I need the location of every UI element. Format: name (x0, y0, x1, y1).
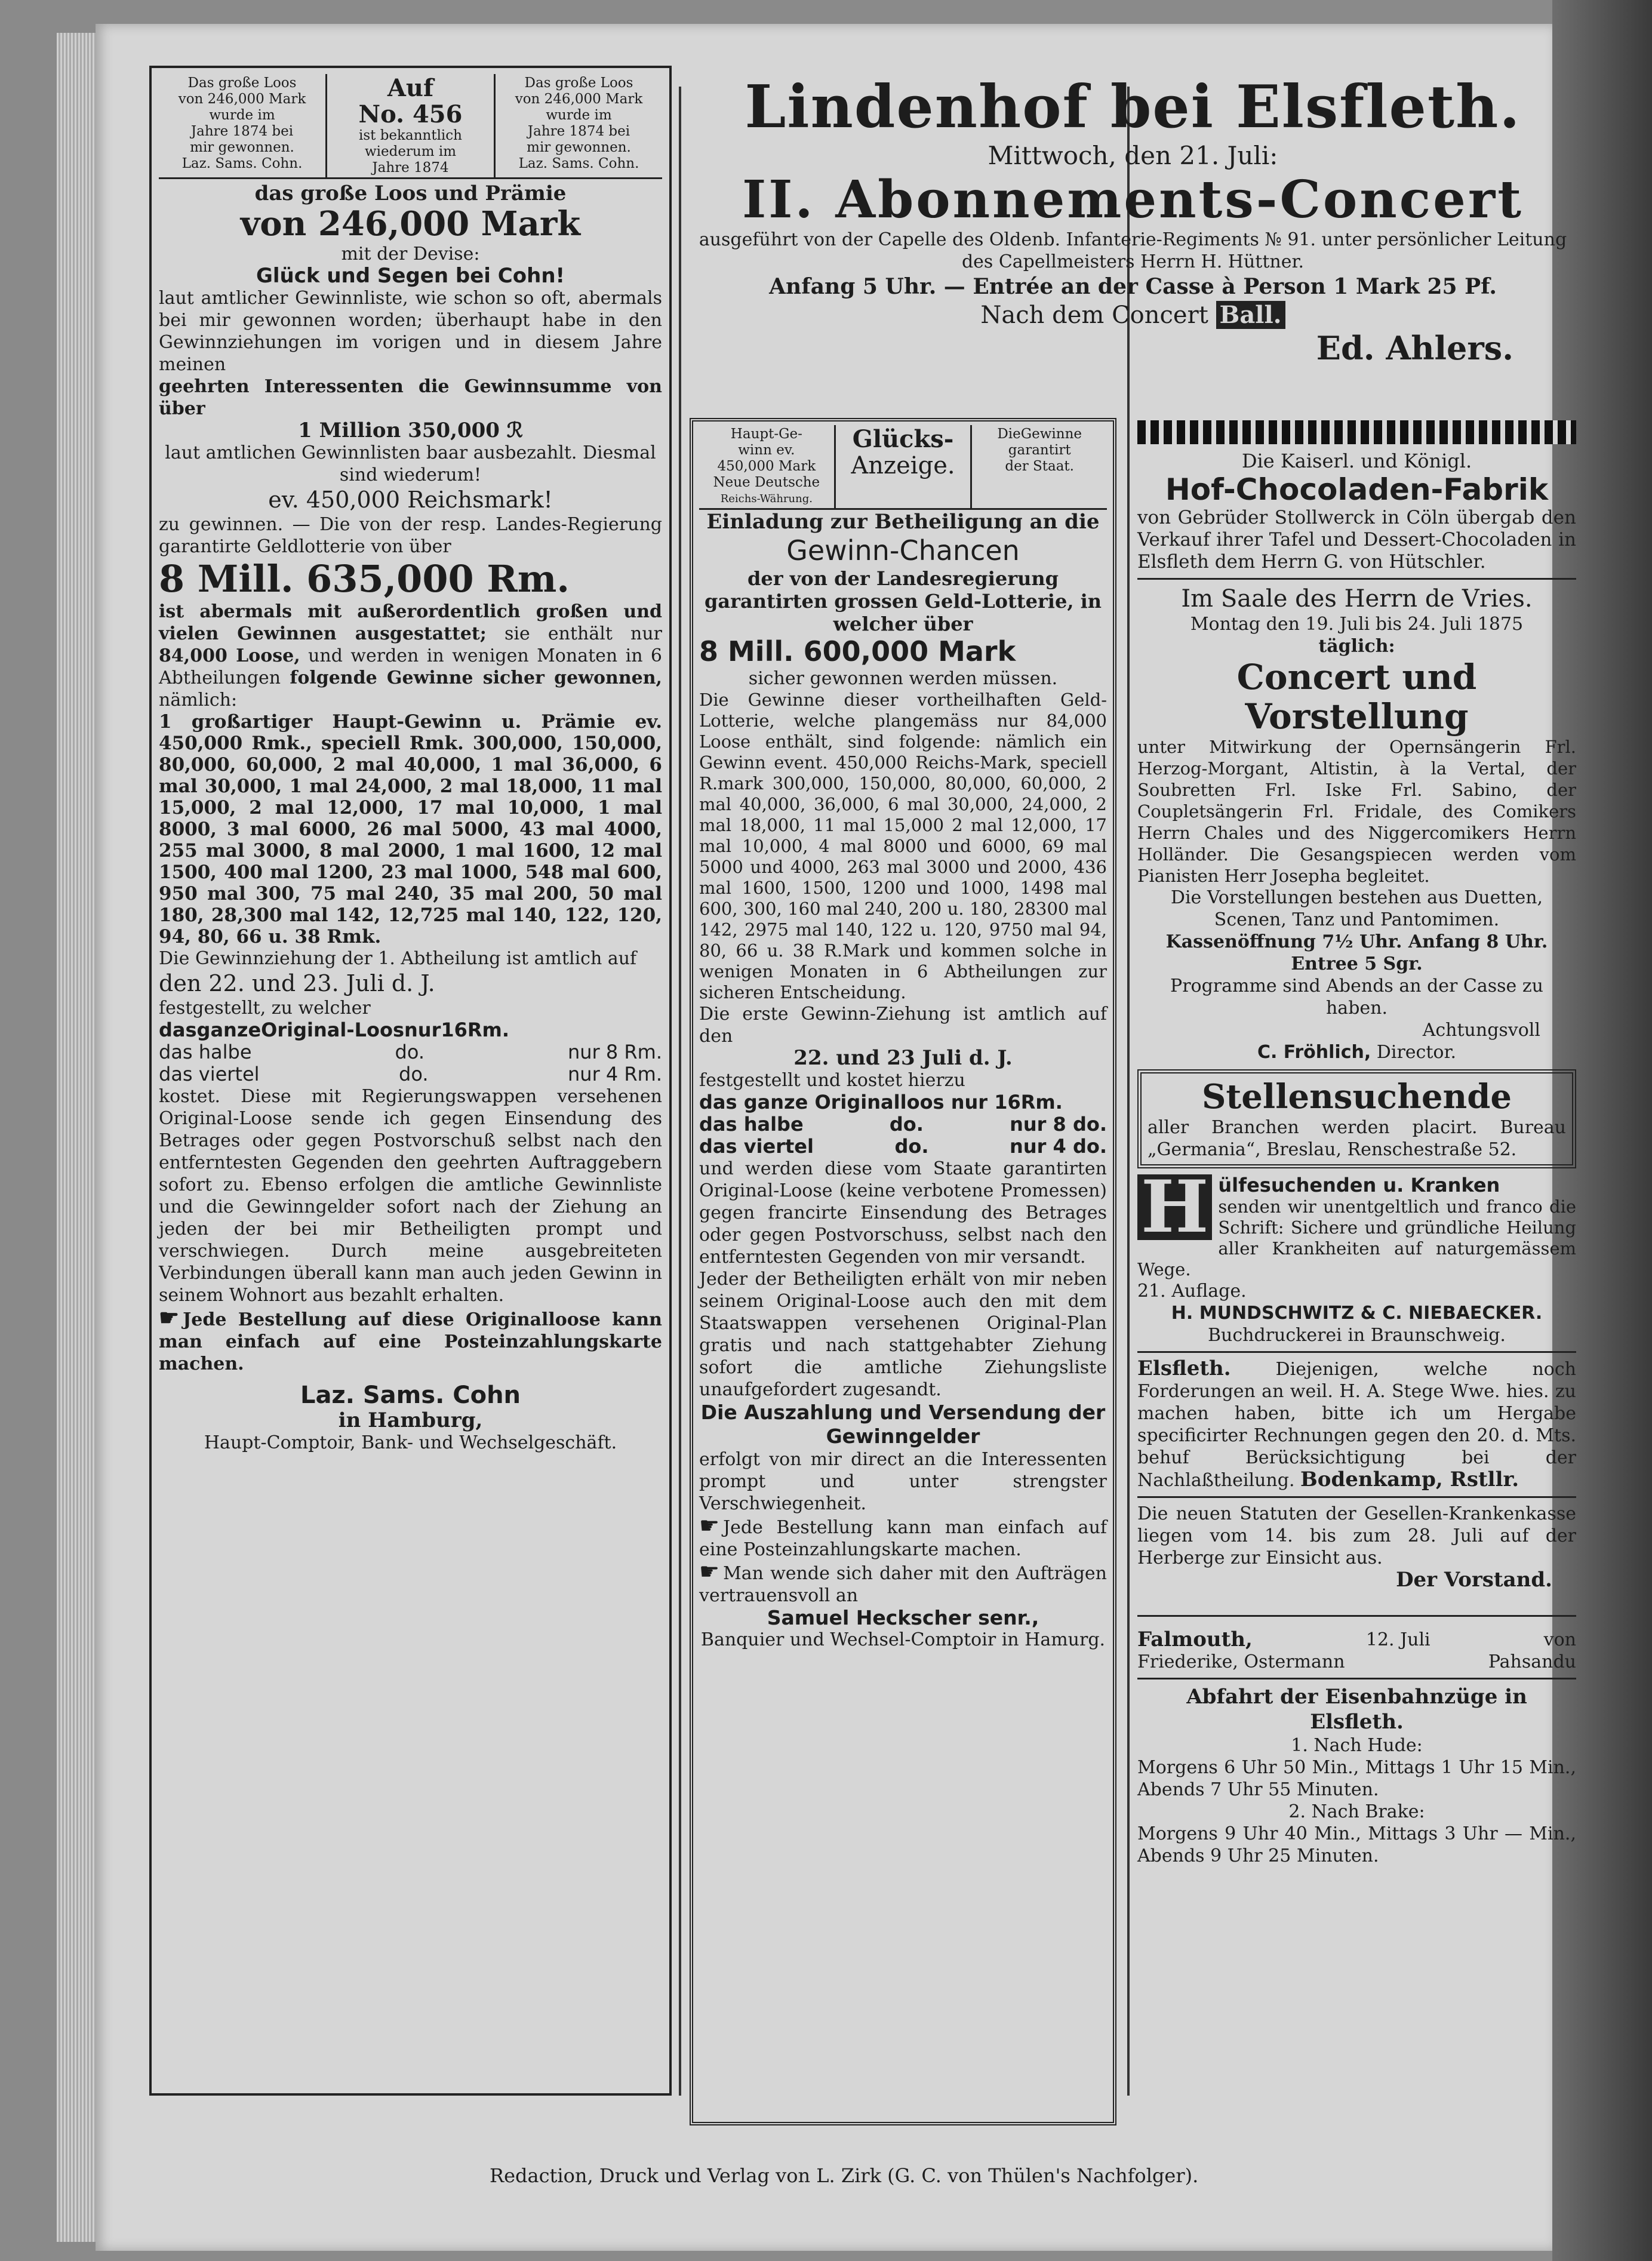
text-span: Director. (1376, 1042, 1457, 1063)
text-span: nämlich: (159, 690, 238, 710)
headline: der von der Landesregierung garantirten grossen Geld-Lotterie, in welcher über (704, 567, 1102, 635)
divider (1137, 1351, 1576, 1353)
draw-date: den 22. und 23. Juli d. J. (159, 970, 435, 996)
text-line: von 246,000 Mark (515, 91, 643, 107)
paragraph: Die Vorstellungen bestehen aus Duetten, Scenen, Tanz und Pantomimen. (1170, 887, 1543, 930)
text-line: mir gewonnen. (527, 140, 631, 155)
paragraph: Man wende sich daher mit den Aufträgen vertrauensvoll an (699, 1563, 1107, 1606)
text-span: 12. Juli (1365, 1629, 1430, 1650)
page-footer-imprint: Redaction, Druck und Verlag von L. Zirk (G. C. von Thülen's Nachfolger). (490, 2164, 1199, 2187)
text-line: sicher gewonnen werden müssen. (748, 668, 1058, 689)
ornamental-bar (1137, 420, 1576, 444)
price-ditto: do. (395, 1041, 425, 1063)
headline: Stellensuchende (1201, 1077, 1512, 1116)
text-span: Friederike, Ostermann (1137, 1651, 1345, 1672)
text-line: Programme sind Abends an der Casse zu haben. (1170, 976, 1543, 1019)
text-line: DieGewinne (997, 426, 1082, 442)
pointing-hand-icon: ☛ (159, 1304, 180, 1331)
paragraph: senden wir unentgeltlich und franco die Schrift: Sichere und gründliche Heilung aller Krankheiten auf naturgemässem Wege. (1137, 1196, 1576, 1279)
signature-ahlers: Ed. Ahlers. (1316, 329, 1513, 367)
text-line: Kassenöffnung 7½ Uhr. Anfang 8 Uhr. (1165, 931, 1548, 952)
paragraph: Die erste Gewinn-Ziehung ist amtlich auf den (699, 1004, 1107, 1047)
text-line: garantirt (1008, 442, 1071, 458)
concert-title: II. Abonnements-Concert (742, 170, 1524, 230)
advertiser-name: H. MUNDSCHWITZ & C. NIEBAECKER. (1171, 1303, 1543, 1324)
headline: Die Auszahlung und Versendung der Gewinngelder (700, 1401, 1106, 1448)
paragraph: festgestellt, zu welcher (159, 998, 371, 1019)
text-line: winn ev. (738, 442, 795, 458)
highlight-amount: ev. 450,000 Reichsmark! (268, 487, 553, 513)
text-span: sie enthält nur (504, 623, 662, 644)
paragraph: Jede Bestellung auf diese Originalloose kann man einfach auf eine Posteinzahlungskarte machen. (159, 1309, 662, 1374)
text-span: C. Fröhlich, (1257, 1042, 1371, 1063)
text-span: Pahsandu (1488, 1651, 1576, 1672)
paragraph: laut amtlichen Gewinnlisten baar ausbezahlt. Diesmal sind wiederum! (165, 442, 656, 485)
heckscher-header-boxes (699, 425, 1107, 510)
text-line: Neue Deutsche (713, 475, 820, 490)
text-line: täglich: (1318, 636, 1395, 657)
cohn-lottery-ad (149, 66, 672, 2096)
price-label: das halbe (699, 1113, 804, 1136)
price-value: nur 8 do. (1010, 1113, 1107, 1136)
price-label: das viertel (699, 1135, 814, 1158)
text-span: folgende Gewinne sicher gewonnen, (290, 667, 663, 688)
company-name: Hof-Chocoladen-Fabrik (1165, 472, 1549, 507)
text-line: ist bekanntlich (359, 128, 462, 143)
concert-date: Mittwoch, den 21. Juli: (987, 141, 1278, 170)
heckscher-box-mid (836, 425, 973, 508)
ball-label: Ball. (1216, 301, 1285, 329)
paragraph: geehrten Interessenten die Gewinnsumme von über (159, 376, 662, 419)
advertiser-name: Laz. Sams. Cohn (300, 1382, 521, 1409)
paragraph: unter Mitwirkung der Opernsängerin Frl. Herzog-Morgant, Altistin, à la Vertal, der Soubretten Frl. Iske Frl. Sabino, der Coupletsängerin Frl. Fridale, des Comikers Herrn Chales und des Niggercomikers Herrn Holländer. Die Gesangspiecen werden vom Pianisten Herr Josepha begleitet. (1137, 737, 1576, 886)
headline-amount: 8 Mill. 635,000 Rm. (159, 557, 570, 601)
price-line: das ganze Originalloos nur 16Rm. (699, 1091, 1063, 1113)
heckscher-box-right (972, 425, 1107, 508)
paragraph: Morgens 6 Uhr 50 Min., Mittags 1 Uhr 15 Min., Abends 7 Uhr 55 Minuten. (1137, 1757, 1576, 1800)
text-line: 1. Nach Hude: (1291, 1735, 1423, 1756)
text-line: Buchdruckerei in Braunschweig. (1208, 1325, 1506, 1346)
paragraph: erfolgt von mir direct an die Interessenten prompt und unter strengster Verschwiegenheit. (699, 1449, 1107, 1514)
advertiser-business: Banquier und Wechsel-Comptoir in Hamurg. (700, 1629, 1106, 1650)
price-value: nur 8 Rm. (567, 1041, 662, 1063)
text-line: Reichs-Währung. (720, 493, 813, 505)
paragraph: Die Gewinnziehung der 1. Abtheilung ist amtlich auf (159, 948, 637, 969)
motto: Glück und Segen bei Cohn! (256, 264, 565, 288)
book-page-edges (57, 33, 99, 2242)
mundschwitz-ad (1137, 1165, 1576, 1346)
paragraph: Jede Bestellung kann man einfach auf eine Posteinzahlungskarte machen. (699, 1517, 1107, 1560)
headline: Einladung zur Betheiligung an die (706, 510, 1100, 534)
text-line: Anzeige. (851, 452, 955, 479)
divider (1137, 1678, 1576, 1679)
paragraph: und werden diese vom Staate garantirten Original-Loose (keine verbotene Promessen) gegen francirte Einsendung des Betrages oder gegen Postvorschuss, selbst nach den entferntesten Gegenden von mir versandt. (699, 1158, 1107, 1268)
cohn-box-mid (327, 74, 496, 177)
text-line: Haupt-Ge- (730, 426, 802, 442)
paragraph: zu gewinnen. — Die von der resp. Landes-Regierung garantirte Geldlotterie von über (159, 514, 662, 557)
cohn-header-boxes (159, 74, 662, 179)
text-line: Glücks- (852, 425, 954, 453)
text-span: Elsfleth. (1137, 1356, 1231, 1380)
text-span: 84,000 Loose, (159, 645, 300, 666)
right-column-ads (1137, 418, 1576, 1867)
paragraph: Die neuen Statuten der Gesellen-Krankenkasse liegen vom 14. bis zum 28. Juli auf der Herberge zur Einsicht aus. (1137, 1503, 1576, 1568)
text-line: 450,000 Mark (717, 459, 816, 474)
draw-date: 22. und 23 Juli d. J. (793, 1046, 1013, 1070)
paragraph: kostet. Diese mit Regierungswappen versehenen Original-Loose sende ich gegen Einsendung des Betrages oder gegen Postvorschuß selbst nach den entferntesten Gegenden den geehrten Auftraggebern sofort zu. Ebenso erfolgen die amtliche Gewinnliste und die Gewinngelder sofort nach der Ziehung an jeden der bei mir Betheiligten prompt und verschwiegen. Durch meine ausgebreiteten Verbindungen überall kann man auch jeden Gewinn in seinem Wohnort aus bezahlt erhalten. (159, 1086, 662, 1306)
paragraph: ausgeführt von der Capelle des Oldenb. Infanterie-Regiments № 91. unter persönlicher Leitung des Capellmeisters Herrn H. Hüttner. (699, 229, 1567, 272)
text-line: Laz. Sams. Cohn. (518, 156, 639, 171)
heckscher-lottery-ad (690, 418, 1116, 2125)
headline: Gewinn-Chancen (786, 534, 1020, 567)
paragraph: aller Branchen werden placirt. Bureau „Germania“, Breslau, Renschestraße 52. (1148, 1117, 1566, 1160)
highlight-amount: 1 Million 350,000 ℛ (298, 419, 523, 442)
cohn-box-left (159, 74, 327, 177)
paragraph: laut amtlicher Gewinnliste, wie schon so oft, abermals bei mir gewonnen worden; überhaupt habe in den Gewinnziehungen im vorigen und in diesem Jahre meinen (159, 288, 662, 375)
text-line: Achtungsvoll (1422, 1020, 1540, 1041)
cohn-box-right (496, 74, 662, 177)
text-line: wiederum im (364, 144, 457, 159)
column-rule-2 (1127, 87, 1130, 2096)
text-span: Nach dem Concert (980, 302, 1208, 329)
price-value: nur 4 Rm. (568, 1063, 662, 1085)
headline: Im Saale des Herrn de Vries. (1181, 585, 1533, 613)
paragraph: von Gebrüder Stollwerck in Cöln übergab den Verkauf ihrer Tafel und Dessert-Chocoladen in Elsfleth dem Herrn G. von Hütschler. (1137, 507, 1576, 573)
price-line: dasganzeOriginal-Loosnur16Rm. (159, 1019, 510, 1041)
price-label: das halbe (159, 1041, 252, 1063)
headline: Concert und Vorstellung (1236, 657, 1477, 737)
divider (1137, 1615, 1576, 1617)
text-line: 2. Nach Brake: (1288, 1801, 1425, 1822)
price-value: nur 4 do. (1010, 1135, 1107, 1158)
text-line: Laz. Sams. Cohn. (181, 156, 303, 171)
text-line: Die Kaiserl. und Königl. (1241, 450, 1472, 472)
text-line: mir gewonnen. (190, 140, 294, 155)
prize-list: 1 großartiger Haupt-Gewinn u. Prämie ev. 450,000 Rmk., speciell Rmk. 300,000, 150,000, 80,000, 60,000, 2 mal 40,000, 1 mal 36,000, 6 mal 30,000, 1 mal 24,000, 2 mal 18,000, 11 mal 15,000, 2 mal 12,000, 17 mal 10,000, 1 mal 8000, 3 mal 6000, 26 mal 5000, 43 mal 4000, 255 mal 3000, 8 mal 2000, 1 mal 1600, 12 mal 1500, 400 mal 1200, 23 mal 1000, 548 mal 600, 950 mal 300, 75 mal 240, 35 mal 200, 50 mal 180, 28,300 mal 142, 12,725 mal 140, 122, 120, 94, 80, 66 u. 38 Rmk. (159, 711, 662, 948)
text-line: Das große Loos (187, 75, 297, 91)
price-ditto: do. (889, 1113, 924, 1136)
text-line: mit der Devise: (341, 244, 480, 264)
signature: Der Vorstand. (1396, 1568, 1552, 1592)
column-rule-1 (679, 87, 681, 2096)
text-line: 21. Auflage. (1137, 1281, 1247, 1302)
advertiser-name: Samuel Heckscher senr., (767, 1606, 1039, 1629)
text-line: Jahre 1874 bei (527, 124, 630, 139)
text-line: wurde im (546, 107, 612, 123)
text-line: Jahre 1874 (372, 160, 449, 176)
text-line: Jahre 1874 bei (190, 124, 294, 139)
text-span: Diejenigen, welche noch Forderungen an weil. H. A. Stege Wwe. hies. zu machen haben, bitte ich um Hergabe specificirter Rechnungen gegen den 20. d. Mts. behuf Berücksichtigung bei der Nachlaßtheilung. (1137, 1359, 1576, 1491)
divider (1137, 1496, 1576, 1498)
headline: das große Loos und Prämie (254, 182, 567, 205)
pointing-hand-icon: ☛ (699, 1512, 720, 1539)
headline: ülfesuchenden u. Kranken (1218, 1174, 1500, 1196)
divider (1137, 578, 1576, 580)
text-span: Falmouth, (1137, 1628, 1253, 1651)
lindenhof-concert-ad (687, 75, 1579, 366)
paragraph: Morgens 9 Uhr 40 Min., Mittags 3 Uhr — Min., Abends 9 Uhr 25 Minuten. (1137, 1823, 1576, 1866)
admission-line: Anfang 5 Uhr. — Entrée an der Casse à Person 1 Mark 25 Pf. (769, 274, 1497, 299)
prize-list: Die Gewinne dieser vortheilhaften Geld-Lotterie, welche plangemäss nur 84,000 Loose enthält, sind folgende: nämlich ein Gewinn event. 450,000 Reichs-Mark, speciell R.mark 300,000, 150,000, 80,000, 60,000, 2 mal 40,000, 36,000, 6 mal 30,000, 24,000, 2 mal 18,000, 11 mal 15,000 2 mal 12,000, 17 mal 10,000, 4 mal 8000 und 6000, 69 mal 5000 und 4000, 263 mal 3000 und 2000, 436 mal 1600, 1500, 1200 und 1000, 1498 mal 600, 300, 160 mal 240, 200 u. 180, 28300 mal 142, 2975 mal 140, 122 u. 120, 9750 mal 94, 80, 66 u. 38 R.Mark und kommen solche in wenigen Monaten in 6 Abtheilungen zur sicheren Entscheidung. (699, 690, 1107, 1002)
price-ditto: do. (399, 1063, 429, 1085)
concert-venue-title: Lindenhof bei Elsfleth. (745, 73, 1521, 141)
text-line: von 246,000 Mark (178, 91, 306, 107)
text-line: der Staat. (1005, 459, 1074, 474)
text-span: und werden in wenigen Monaten in 6 Abtheilungen (159, 645, 662, 688)
headline: Abfahrt der Eisenbahnzüge in Elsfleth. (1186, 1685, 1527, 1734)
text-line: wurde im (209, 107, 275, 123)
text-span: ist abermals mit außerordentlich großen und vielen Gewinnen ausgestattet; (159, 601, 662, 644)
price-label: das viertel (159, 1063, 260, 1085)
text-line: Auf (387, 74, 434, 102)
text-line: No. 456 (358, 100, 463, 128)
headline-amount: 8 Mill. 600,000 Mark (699, 635, 1016, 667)
advertiser-city: in Hamburg, (338, 1408, 483, 1432)
headline-amount: von 246,000 Mark (240, 204, 581, 244)
paragraph: festgestellt und kostet hierzu (699, 1070, 965, 1091)
text-span: von (1543, 1629, 1576, 1650)
advertiser-business: Haupt-Comptoir, Bank- und Wechselgeschäft. (204, 1432, 617, 1453)
text-span: Bodenkamp, Rstllr. (1300, 1468, 1519, 1491)
initial-letter-h: H (1137, 1174, 1212, 1240)
stellensuchende-box (1137, 1069, 1576, 1168)
pointing-hand-icon: ☛ (699, 1558, 720, 1585)
paragraph: Jeder der Betheiligten erhält von mir neben seinem Original-Loose auch den mit dem Staatswappen versehenen Original-Plan gratis und nach stattgehabter Ziehung sofort die amtliche Ziehungsliste unaufgefordert zugesandt. (699, 1269, 1107, 1400)
price-ditto: do. (894, 1135, 929, 1158)
text-line: Entree 5 Sgr. (1291, 953, 1423, 974)
text-line: Montag den 19. Juli bis 24. Juli 1875 (1190, 614, 1524, 635)
heckscher-box-left (699, 425, 836, 508)
text-line: Das große Loos (524, 75, 633, 91)
